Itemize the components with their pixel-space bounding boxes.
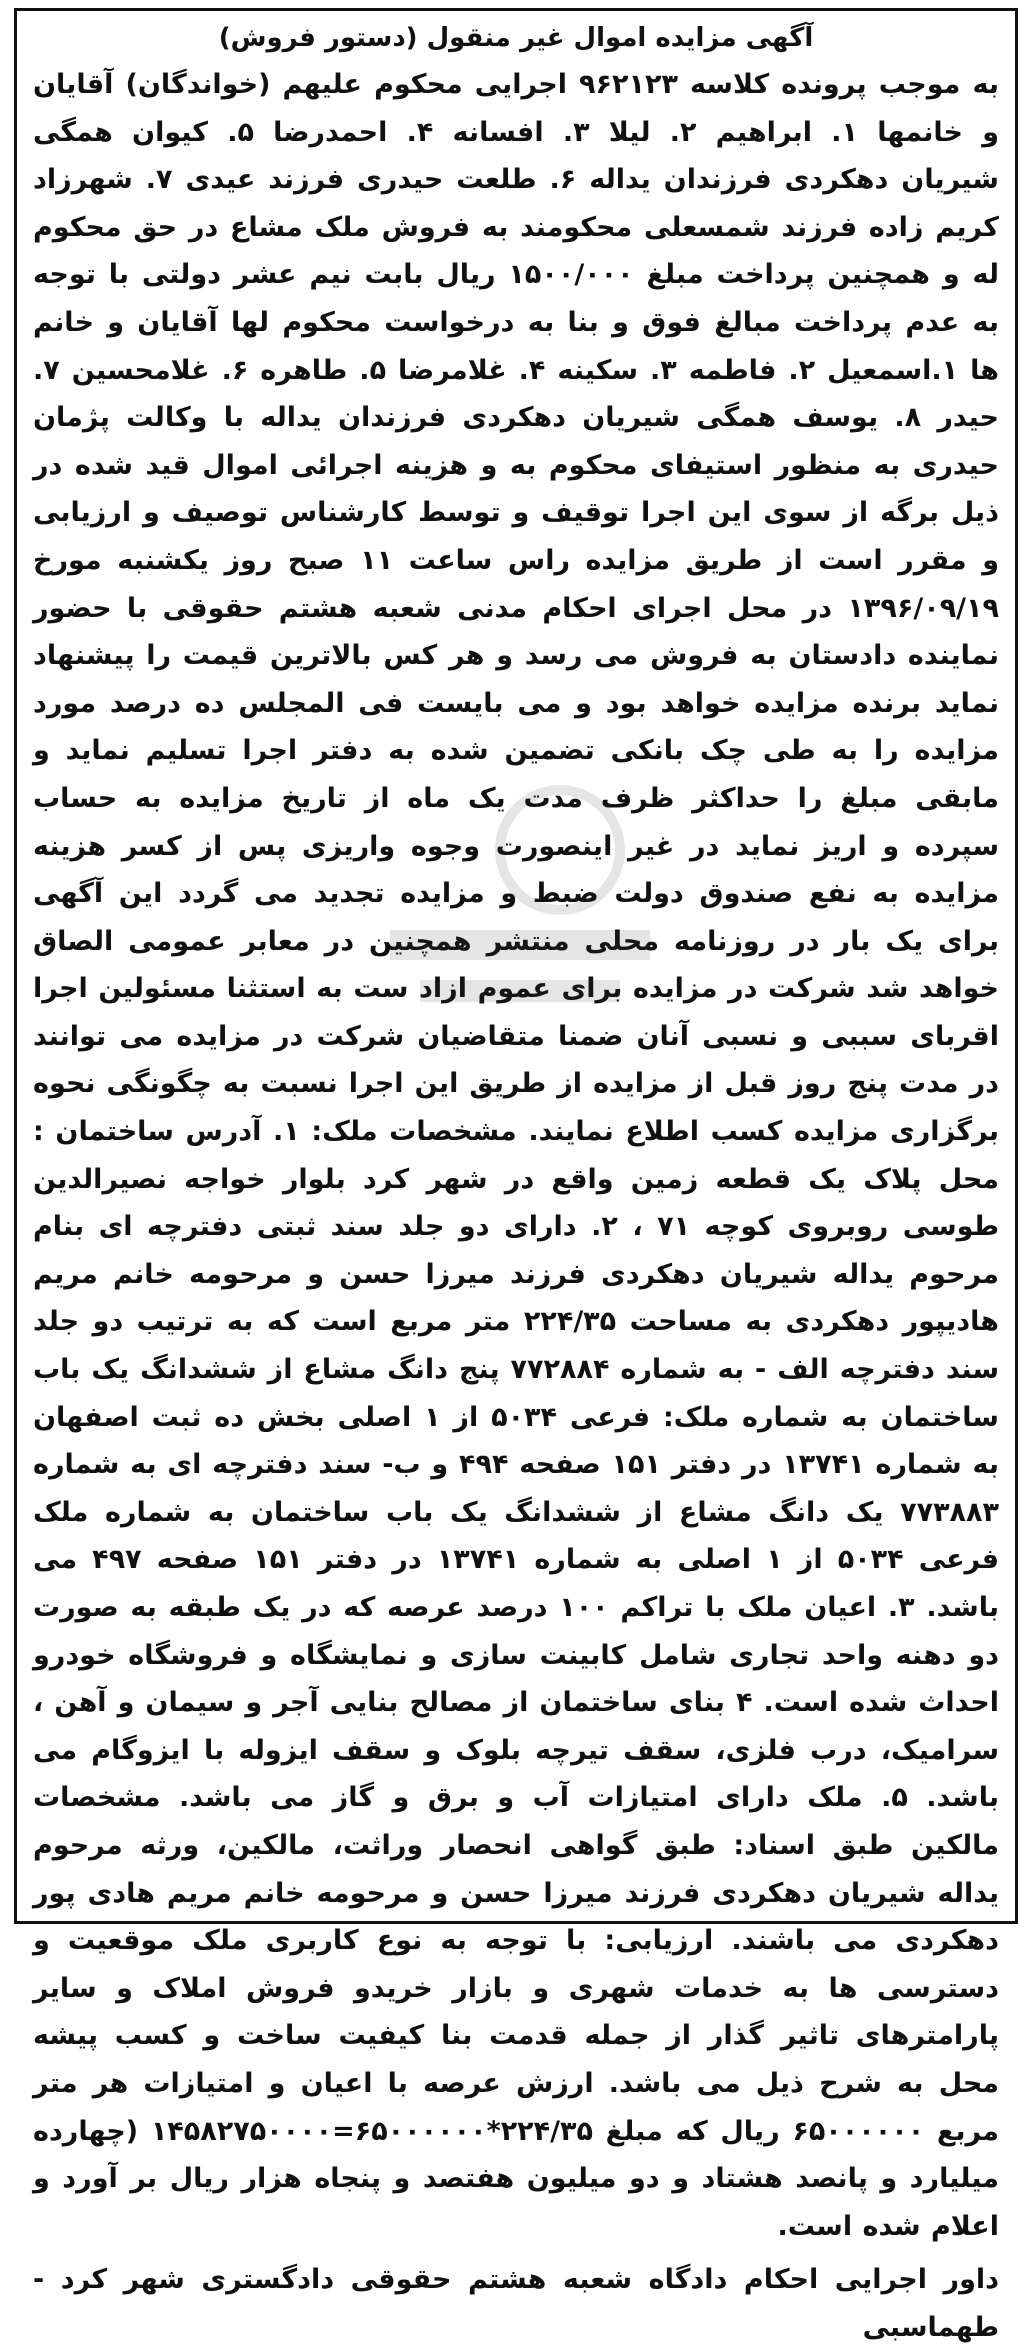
notice-title: آگهی مزایده اموال غیر منقول (دستور فروش) bbox=[218, 23, 814, 53]
notice-body: به موجب پرونده کلاسه ۹۶۲۱۲۳ اجرایی محکوم علیهم (خواندگان) آقایان و خانمها ۱. ابراهیم ۲. لیلا ۳. افسانه ۴. احمدرضا ۵. کیوان همگی شیریان دهکردی فرزندان یداله ۶. طلعت حیدری فرزند عیدی ۷. شهرزاد کریم زاده فرزند شمسعلی محکومند به فروش ملک مشاع در حق محکوم له و همچنین پرداخت مبلغ ۱۵۰۰/۰۰۰ ریال بابت نیم عشر دولتی با توجه به عدم پرداخت مبالغ فوق و بنا به درخواست محکوم لها آقایان و خانم ها ۱.اسمعیل ۲. فاطمه ۳. سکینه ۴. غلامرضا ۵. طاهره ۶. غلامحسین ۷. حیدر ۸. یوسف همگی شیریان دهکردی فرزندان یداله با وکالت پژمان حیدری به منظور استیفای محکوم به و هزینه اجرائی اموال قید شده در ذیل برگه از سوی این اجرا توقیف و توسط کارشناس توصیف و ارزیابی و مقرر است از طریق مزایده راس ساعت ۱۱ صبح روز یکشنبه مورخ ۱۳۹۶/۰۹/۱۹ در محل اجرای احکام مدنی شعبه هشتم حقوقی با حضور نماینده دادستان به فروش می رسد و هر کس بالاترین قیمت را پیشنهاد نماید برنده مزایده خواهد بود و می بایست فی المجلس ده درصد مورد مزایده را به طی چک بانکی تضمین شده به دفتر اجرا تسلیم نماید و مابقی مبلغ را حداکثر ظرف مدت یک ماه از تاریخ مزایده به حساب سپرده و اریز نماید در غیر اینصورت وجوه واریزی پس از کسر هزینه مزایده به نفع صندوق دولت ضبط و مزایده تجدید می گردد این آگهی برای یک بار در روزنامه محلی منتشر همچنین در معابر عمومی الصاق خواهد شد شرکت در مزایده برای عموم ازاد ست به استثنا مسئولین اجرا اقربای سببی و نسبی آنان ضمنا متقاضیان شرکت در مزایده می توانند در مدت پنج روز قبل از مزایده از طریق این اجرا نسبت به چگونگی نحوه برگزاری مزایده کسب اطلاع نمایند. مشخصات ملک: ۱. آدرس ساختمان : محل پلاک یک قطعه زمین واقع در شهر کرد بلوار خواجه نصیرالدین طوسی روبروی کوچه ۷۱ ، ۲. دارای دو جلد سند ثبتی دفترچه ای بنام مرحوم یداله شیریان دهکردی فرزند میرزا حسن و مرحومه خانم مریم هادیپور دهکردی به مساحت ۲۲۴/۳۵ متر مربع است که به ترتیب دو جلد سند دفترچه الف - به شماره ۷۷۲۸۸۴ پنج دانگ مشاع از ششدانگ یک باب ساختمان به شماره ملک: فرعی ۵۰۳۴ از ۱ اصلی بخش ده ثبت اصفهان به شماره ۱۳۷۴۱ در دفتر ۱۵۱ صفحه ۴۹۴ و ب- سند دفترچه ای به شماره ۷۷۳۸۸۳ یک دانگ مشاع از ششدانگ یک باب ساختمان به شماره ملک فرعی ۵۰۳۴ از ۱ اصلی به شماره ۱۳۷۴۱ در دفتر ۱۵۱ صفحه ۴۹۷ می باشد. ۳. اعیان ملک با تراکم ۱۰۰ درصد عرصه که در یک طبقه به صورت دو دهنه واحد تجاری شامل کابینت سازی و نمایشگاه و فروشگاه خودرو احداث شده است. ۴ بنای ساختمان از مصالح بنایی آجر و سیمان و آهن ، سرامیک، درب فلزی، سقف تیرچه بلوک و سقف ایزوله با ایزوگام می باشد. ۵. ملک دارای امتیازات آب و برق و گاز می باشد. مشخصات مالکین طبق اسناد: طبق گواهی انحصار وراثت، مالکین، ورثه مرحوم یداله شیریان دهکردی فرزند میرزا حسن و مرحومه خانم مریم هادی پور دهکردی می باشند. ارزیابی: با توجه به نوع کاربری ملک موقعیت و دسترسی ها به خدمات شهری و بازار خریدو فروش املاک و سایر پارامترهای تاثیر گذار از جمله قدمت بنا کیفیت ساخت و کسب پیشه محل به شرح ذیل می باشد. ارزش عرصه با اعیان و امتیازات هر متر مربع ۶۵۰۰۰۰۰۰ ریال که مبلغ ۲۲۴/۳۵*۶۵۰۰۰۰۰۰=۱۴۵۸۲۷۵۰۰۰۰ (چهارده میلیارد و پانصد هشتاد و دو میلیون هفتصد و پنجاه هزار ریال بر آورد و اعلام شده است. bbox=[33, 69, 1000, 2242]
notice-frame bbox=[14, 8, 1018, 2343]
notice-signature: داور اجرایی احکام دادگاه شعبه هشتم حقوقی دادگستری شهر کرد - طهماسبی bbox=[33, 2264, 999, 2343]
